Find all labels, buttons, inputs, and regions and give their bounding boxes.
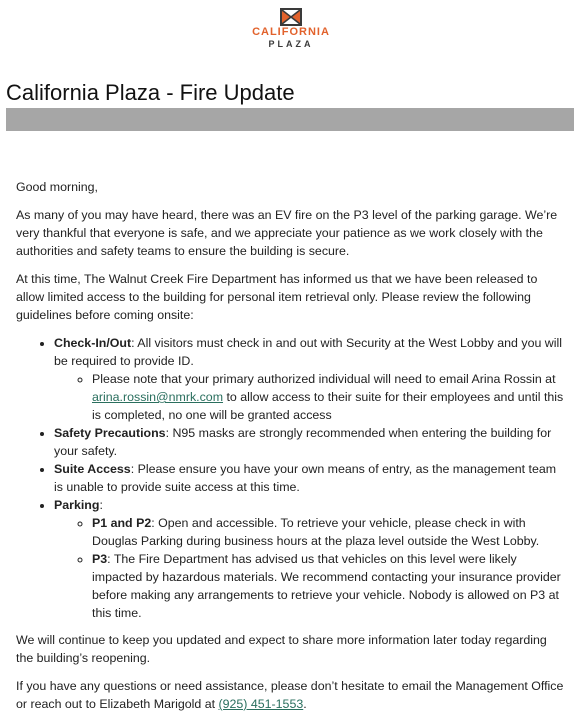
greeting: Good morning, — [16, 180, 98, 194]
logo-wordmark-california: CALIFORNIA — [252, 26, 330, 38]
contact-text: If you have any questions or need assistance, please don’t hesitate to email the Management Office or reach out to Elizabeth Marigold at — [16, 679, 564, 711]
guidelines-list — [16, 334, 564, 622]
access-paragraph: At this time, The Walnut Creek Fire Department has informed us that we have been released to allow limited access to the building for personal item retrieval only. Please review the following guidelines before coming onsite: — [16, 272, 538, 322]
contact-period: . — [303, 697, 307, 711]
logo-wordmark-plaza: PLAZA — [268, 39, 314, 49]
list-item-parking — [54, 496, 564, 622]
p3-label: P3 — [92, 552, 108, 566]
p1-p2-text: : Open and accessible. To retrieve your vehicle, please check in with Douglas Parking during business hours at the plaza level outside the West Lobby. — [92, 516, 540, 548]
check-in-sublist — [54, 370, 564, 424]
contact-paragraph — [16, 677, 564, 713]
page-title: California Plaza - Fire Update — [6, 80, 295, 105]
bowtie-x-logo-icon — [280, 8, 302, 26]
list-item-suite-access — [54, 460, 564, 496]
title-divider-bar — [6, 108, 574, 131]
list-item-safety — [54, 424, 564, 460]
phone-link[interactable]: (925) 451-1553 — [218, 697, 304, 711]
update-paragraph: We will continue to keep you updated and expect to share more information later today regarding the building’s reopening. — [16, 633, 547, 665]
parking-label: Parking — [54, 498, 100, 512]
email-body — [16, 178, 564, 723]
authorization-note-text: Please note that your primary authorized individual will need to email Arina Rossin at — [92, 372, 556, 386]
list-item-p3 — [92, 550, 564, 622]
intro-paragraph: As many of you may have heard, there was an EV fire on the P3 level of the parking garage. We’re very thankful that everyone is safe, and we appreciate your patience as we work closely with the authorities and safety teams to ensure the building is secure. — [16, 208, 558, 258]
list-item-authorization-note — [92, 370, 564, 424]
p1-p2-label: P1 and P2 — [92, 516, 152, 530]
email-link-arina[interactable]: arina.rossin@nmrk.com — [92, 390, 224, 404]
p3-text: : The Fire Department has advised us that vehicles on this level were likely impacted by hazardous materials. We recommend contacting your insurance provider before making any arrangements to retrieve your vehicle. Nobody is allowed on P3 at this time. — [92, 552, 561, 620]
suite-access-text: : Please ensure you have your own means of entry, as the management team is unable to provide suite access at this time. — [54, 462, 557, 494]
safety-text: : N95 masks are strongly recommended when entering the building for your safety. — [54, 426, 552, 458]
list-item-p1-p2 — [92, 514, 564, 550]
safety-label: Safety Precautions — [54, 426, 166, 440]
authorization-note-text-end: to allow access to their suite for their employees and until this is completed, no one will be granted access — [92, 390, 564, 422]
check-in-text: : All visitors must check in and out with Security at the West Lobby and you will be required to provide ID. — [54, 336, 562, 368]
suite-access-label: Suite Access — [54, 462, 131, 476]
check-in-label: Check-In/Out — [54, 336, 132, 350]
list-item-check-in — [54, 334, 564, 424]
parking-colon: : — [99, 498, 103, 512]
parking-sublist — [54, 514, 564, 622]
